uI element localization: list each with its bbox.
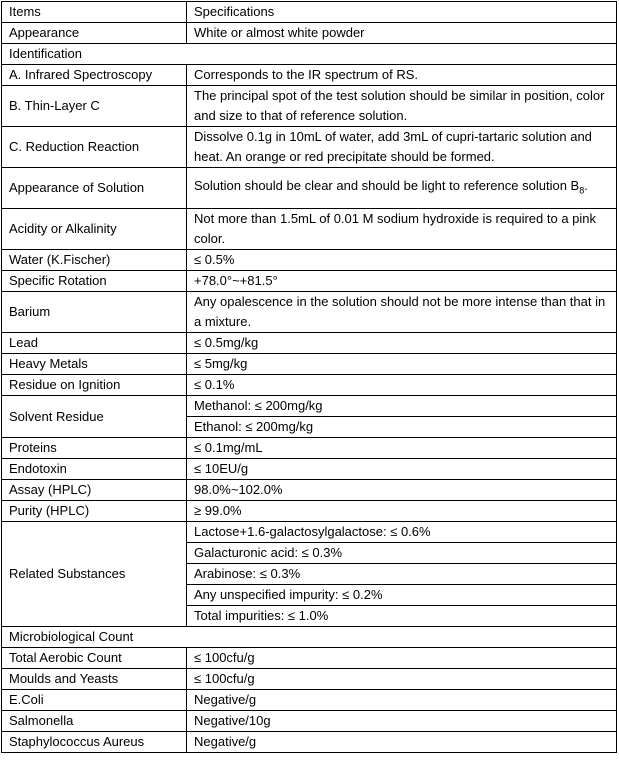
spec-cell: ≤ 0.5% bbox=[187, 250, 617, 271]
spec-cell: ≥ 99.0% bbox=[187, 501, 617, 522]
table-row bbox=[2, 86, 617, 127]
item-cell: C. Reduction Reaction bbox=[2, 127, 187, 168]
item-cell: A. Infrared Spectroscopy bbox=[2, 65, 187, 86]
item-cell: Appearance of Solution bbox=[2, 168, 187, 209]
spec-cell: Any opalescence in the solution should not be more intense than that in a mixture. bbox=[187, 292, 617, 333]
header-specifications: Specifications bbox=[187, 2, 617, 23]
table-row bbox=[2, 732, 617, 753]
table-row bbox=[2, 65, 617, 86]
spec-cell: Negative/g bbox=[187, 732, 617, 753]
spec-cell: Dissolve 0.1g in 10mL of water, add 3mL of cupri-tartaric solution and heat. An orange or red precipitate should be formed. bbox=[187, 127, 617, 168]
spec-cell: Ethanol: ≤ 200mg/kg bbox=[187, 417, 617, 438]
spec-cell: White or almost white powder bbox=[187, 23, 617, 44]
table-row bbox=[2, 669, 617, 690]
section-label: Microbiological Count bbox=[2, 627, 617, 648]
header-items: Items bbox=[2, 2, 187, 23]
table-row bbox=[2, 168, 617, 209]
spec-cell: ≤ 10EU/g bbox=[187, 459, 617, 480]
table-row bbox=[2, 209, 617, 250]
spec-cell: Arabinose: ≤ 0.3% bbox=[187, 564, 617, 585]
section-label: Identification bbox=[2, 44, 617, 65]
item-cell: Proteins bbox=[2, 438, 187, 459]
item-cell: Barium bbox=[2, 292, 187, 333]
table-row bbox=[2, 522, 617, 543]
table-row bbox=[2, 459, 617, 480]
table-row bbox=[2, 648, 617, 669]
spec-cell: +78.0°~+81.5° bbox=[187, 271, 617, 292]
item-cell: Staphylococcus Aureus bbox=[2, 732, 187, 753]
spec-cell: Total impurities: ≤ 1.0% bbox=[187, 606, 617, 627]
table-row bbox=[2, 711, 617, 732]
item-cell: Lead bbox=[2, 333, 187, 354]
table-row bbox=[2, 690, 617, 711]
spec-cell: Negative/10g bbox=[187, 711, 617, 732]
item-cell: Purity (HPLC) bbox=[2, 501, 187, 522]
item-cell: E.Coli bbox=[2, 690, 187, 711]
spec-cell: Negative/g bbox=[187, 690, 617, 711]
table-header-row bbox=[2, 2, 617, 23]
item-cell: Endotoxin bbox=[2, 459, 187, 480]
table-row bbox=[2, 480, 617, 501]
item-cell: Appearance bbox=[2, 23, 187, 44]
spec-cell bbox=[187, 168, 617, 209]
item-cell: Heavy Metals bbox=[2, 354, 187, 375]
spec-cell: Lactose+1.6-galactosylgalactose: ≤ 0.6% bbox=[187, 522, 617, 543]
spec-cell: The principal spot of the test solution should be similar in position, color and size to that of reference solution. bbox=[187, 86, 617, 127]
spec-cell: ≤ 0.1% bbox=[187, 375, 617, 396]
spec-cell: ≤ 5mg/kg bbox=[187, 354, 617, 375]
item-cell: Residue on Ignition bbox=[2, 375, 187, 396]
table-row bbox=[2, 396, 617, 417]
spec-cell: Galacturonic acid: ≤ 0.3% bbox=[187, 543, 617, 564]
spec-cell: Any unspecified impurity: ≤ 0.2% bbox=[187, 585, 617, 606]
item-cell: B. Thin-Layer C bbox=[2, 86, 187, 127]
table-row bbox=[2, 333, 617, 354]
spec-cell: ≤ 100cfu/g bbox=[187, 648, 617, 669]
table-row bbox=[2, 23, 617, 44]
spec-cell: Methanol: ≤ 200mg/kg bbox=[187, 396, 617, 417]
item-cell: Related Substances bbox=[2, 522, 187, 627]
specifications-table bbox=[1, 1, 617, 753]
spec-text-end: . bbox=[584, 177, 588, 193]
table-row bbox=[2, 438, 617, 459]
spec-cell: 98.0%~102.0% bbox=[187, 480, 617, 501]
item-cell: Water (K.Fischer) bbox=[2, 250, 187, 271]
spec-cell: ≤ 100cfu/g bbox=[187, 669, 617, 690]
section-row bbox=[2, 627, 617, 648]
item-cell: Moulds and Yeasts bbox=[2, 669, 187, 690]
section-row bbox=[2, 44, 617, 65]
table-row bbox=[2, 375, 617, 396]
table-row bbox=[2, 127, 617, 168]
item-cell: Total Aerobic Count bbox=[2, 648, 187, 669]
item-cell: Salmonella bbox=[2, 711, 187, 732]
spec-cell: Not more than 1.5mL of 0.01 M sodium hydroxide is required to a pink color. bbox=[187, 209, 617, 250]
spec-text: Solution should be clear and should be light to reference solution B bbox=[194, 177, 580, 193]
table-row bbox=[2, 354, 617, 375]
table-row bbox=[2, 501, 617, 522]
spec-cell: ≤ 0.5mg/kg bbox=[187, 333, 617, 354]
table-row bbox=[2, 250, 617, 271]
table-row bbox=[2, 292, 617, 333]
item-cell: Specific Rotation bbox=[2, 271, 187, 292]
table-row bbox=[2, 271, 617, 292]
item-cell: Acidity or Alkalinity bbox=[2, 209, 187, 250]
item-cell: Assay (HPLC) bbox=[2, 480, 187, 501]
spec-subscript: 8 bbox=[579, 185, 585, 196]
spec-cell: Corresponds to the IR spectrum of RS. bbox=[187, 65, 617, 86]
spec-cell: ≤ 0.1mg/mL bbox=[187, 438, 617, 459]
item-cell: Solvent Residue bbox=[2, 396, 187, 438]
